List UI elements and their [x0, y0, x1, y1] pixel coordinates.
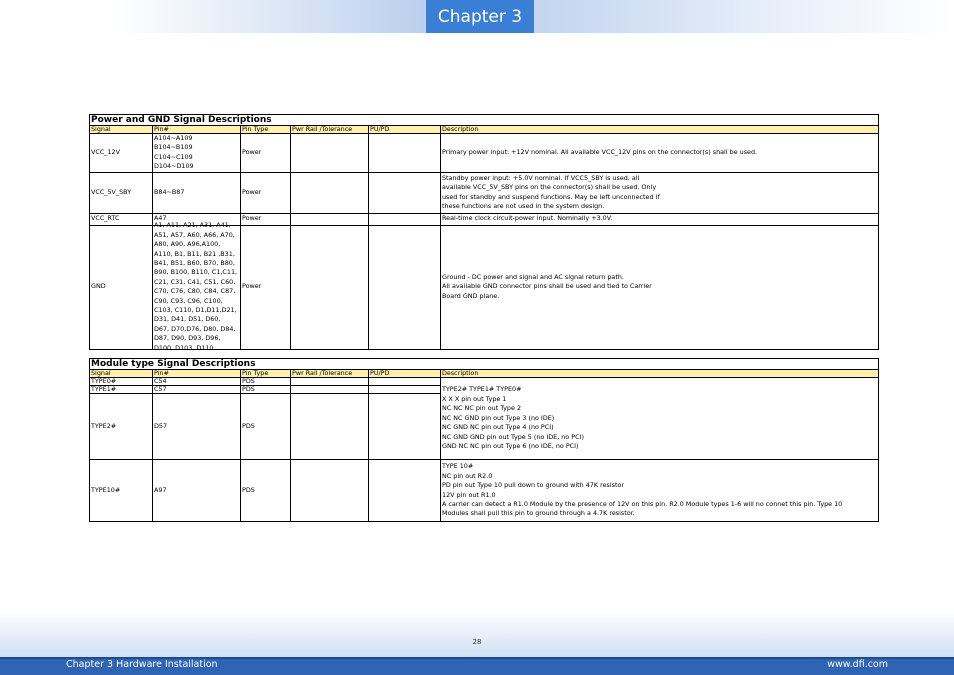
page-number: 28 — [472, 638, 482, 646]
pins-cell: A97 — [153, 460, 241, 522]
pwr-rail-cell — [291, 378, 369, 386]
pupd-cell — [369, 134, 441, 173]
module-type-table — [89, 358, 879, 522]
power-gnd-table — [89, 114, 879, 350]
table-title: Module type Signal Descriptions — [90, 359, 879, 370]
description-cell: Primary power input: +12V nominal. All available VCC_12V pins on the connector(s) shall be used. — [441, 134, 879, 173]
gnd-pins-text: A1, A11, A21, A31, A41, A51, A57, A60, A66, A70, A80, A90, A96,A100, A110, B1, B11, B21 ,B31, B41, B51, B60, B70, B80, B90, B100, B110, C1,C11, C21, C31, C41, C51, C60, C70, C76, C80, C84, C87, C90, C93, C96, C100, C103, C110, D1,D11,D21, D31, D41, D51, D60, D67, D70,D76, D80, D84, D87, D90, D93, D96, D100, D103, D110 — [154, 221, 238, 352]
pin-type-cell: Power — [241, 225, 291, 349]
col-header: PU/PD — [369, 370, 441, 378]
signal-cell: TYPE0# — [90, 378, 153, 386]
table-row — [90, 134, 879, 173]
signal-cell: TYPE10# — [90, 460, 153, 522]
pin-type-cell: Power — [241, 134, 291, 173]
table-header-row — [90, 126, 879, 134]
table-title: Power and GND Signal Descriptions — [90, 115, 879, 126]
col-header: Pwr Rail /Tolerance — [291, 126, 369, 134]
col-header: Pin# — [153, 126, 241, 134]
pins-cell: A104~A109 B104~B109 C104~C109 D104~D109 — [153, 134, 241, 173]
pwr-rail-cell — [291, 213, 369, 225]
pins-cell: B84~B87 — [153, 172, 241, 213]
pupd-cell — [369, 394, 441, 460]
pupd-cell — [369, 172, 441, 213]
pin-type-cell: Power — [241, 213, 291, 225]
pupd-cell — [369, 213, 441, 225]
footer-chapter-label: Chapter 3 Hardware Installation — [66, 659, 218, 670]
table-row — [90, 460, 879, 522]
signal-cell: GND — [90, 225, 153, 349]
pupd-cell — [369, 386, 441, 394]
description-cell: TYPE 10# NC pin out R2.0 PD pin out Type 10 pull down to ground with 47K resistor 12V pin out R1.0 A carrier can detect a R1.0 Module by the presence of 12V on this pin. R2.0 Module types 1-6 will no connet this pin. Type 10 Modules shall pull this pin to ground through a 4.7K resistor. — [441, 460, 879, 522]
pins-cell: D57 — [153, 394, 241, 460]
col-header: Description — [441, 370, 879, 378]
pwr-rail-cell — [291, 134, 369, 173]
pin-type-cell: PDS — [241, 394, 291, 460]
pwr-rail-cell — [291, 172, 369, 213]
pupd-cell — [369, 378, 441, 386]
pin-type-cell: PDS — [241, 378, 291, 386]
col-header: PU/PD — [369, 126, 441, 134]
description-cell: Standby power input: +5.0V nominal. If VCC5_SBY is used, all available VCC_5V_SBY pins on the connector(s) shall be used. Only used for standby and suspend functions. May be left unconnected if these functions are not used in the system design. — [441, 172, 879, 213]
pin-type-cell: PDS — [241, 460, 291, 522]
description-cell: Real-time clock circuit-power input. Nominally +3.0V. — [441, 213, 879, 225]
pins-cell — [153, 221, 241, 352]
col-header: Pin Type — [241, 370, 291, 378]
col-header: Signal — [90, 370, 153, 378]
col-header: Pin# — [153, 370, 241, 378]
signal-cell: TYPE2# — [90, 394, 153, 460]
footer-band — [0, 612, 954, 657]
pins-cell: C54 — [153, 378, 241, 386]
table-row — [90, 225, 879, 349]
signal-cell: VCC_RTC — [90, 213, 153, 225]
col-header: Description — [441, 126, 879, 134]
pwr-rail-cell — [291, 386, 369, 394]
table-row — [90, 378, 879, 386]
pupd-cell — [369, 225, 441, 349]
pins-cell: A47 — [153, 213, 241, 225]
pwr-rail-cell — [291, 225, 369, 349]
footer-website-link[interactable]: www.dfi.com — [827, 659, 888, 670]
description-cell: Ground - DC power and signal and AC signal return path. All available GND connector pins shall be used and tied to Carrier Board GND plane. — [441, 225, 879, 349]
col-header: Pin Type — [241, 126, 291, 134]
pupd-cell — [369, 460, 441, 522]
signal-cell: VCC_5V_SBY — [90, 172, 153, 213]
pin-type-cell: PDS — [241, 386, 291, 394]
signal-cell: VCC_12V — [90, 134, 153, 173]
pins-cell: C57 — [153, 386, 241, 394]
pin-type-cell: Power — [241, 172, 291, 213]
col-header: Pwr Rail /Tolerance — [291, 370, 369, 378]
type-description-cell: TYPE2# TYPE1# TYPE0# X X X pin out Type 1 NC NC NC pin out Type 2 NC NC GND pin out Type 3 (no IDE) NC GND NC pin out Type 4 (no PCI) NC GND GND pin out Type 5 (no IDE, no PCI) GND NC NC pin out Type 6 (no IDE, no PCI) — [441, 378, 879, 460]
signal-cell: TYPE1# — [90, 386, 153, 394]
table-row — [90, 172, 879, 213]
pwr-rail-cell — [291, 460, 369, 522]
pwr-rail-cell — [291, 394, 369, 460]
table-header-row — [90, 370, 879, 378]
chapter-tab: Chapter 3 — [426, 0, 534, 33]
col-header: Signal — [90, 126, 153, 134]
